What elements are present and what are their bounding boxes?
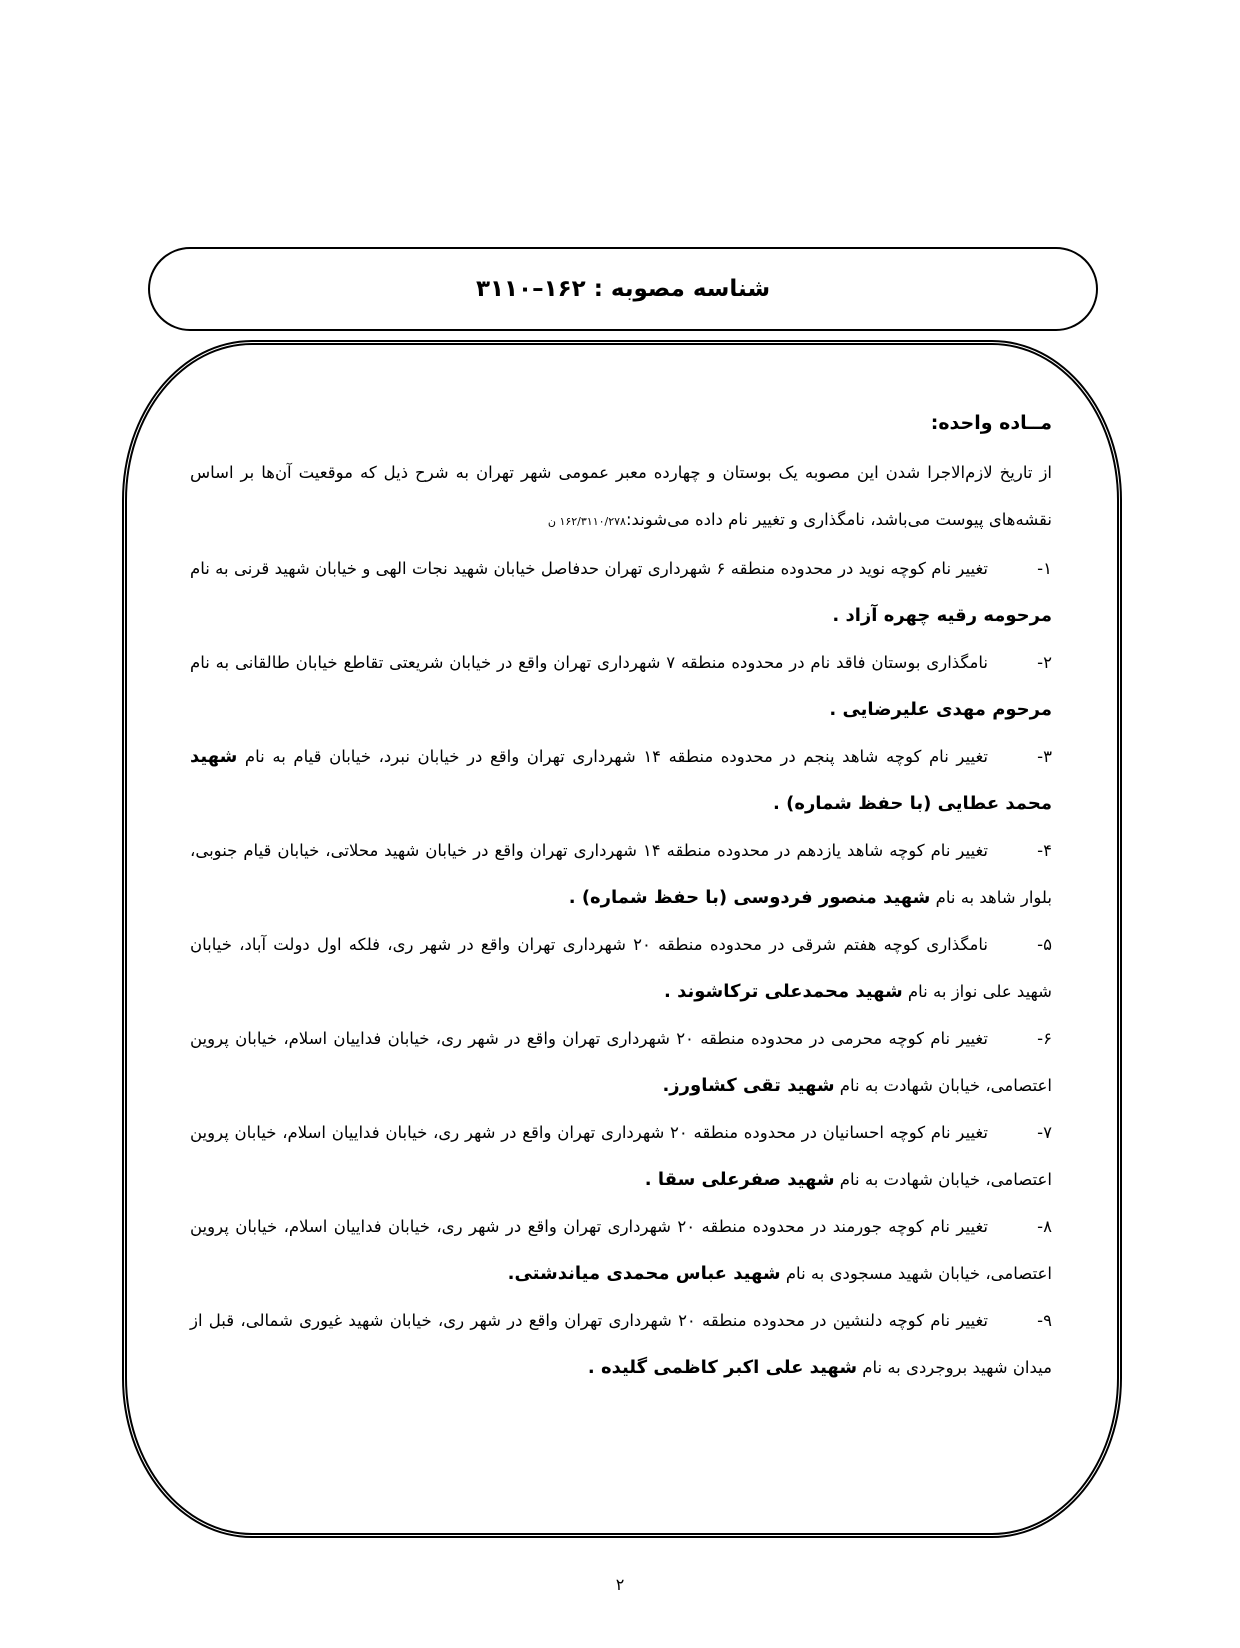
item-new-name: شهید محمدعلی ترکاشوند: [677, 981, 903, 1002]
item-description: تغییر نام کوچه شاهد یازدهم در محدوده منطقه ۱۴ شهرداری تهران واقع در خیابان شهید محلاتی، خیابان قیام جنوبی، بلوار شاهد به نام: [190, 841, 1052, 907]
item-tail: .: [663, 981, 678, 1002]
item-description: تغییر نام کوچه نوید در محدوده منطقه ۶ شهرداری تهران حدفاصل خیابان شهید نجات الهی و خیابان شهید قرنی به نام: [190, 559, 988, 578]
item-tail: .: [772, 793, 787, 814]
item-tail: .: [829, 699, 843, 720]
list-item: [190, 1109, 1052, 1203]
item-number: ۱-: [1037, 559, 1052, 578]
item-number: ۴-: [1037, 841, 1052, 860]
item-tail: .: [832, 605, 846, 626]
item-number: ۵-: [1037, 935, 1052, 954]
item-new-name: شهید عباس محمدی میاندشتی: [514, 1263, 781, 1284]
list-item: [190, 827, 1052, 921]
item-text: [190, 1109, 1052, 1203]
list-item: [190, 733, 1052, 827]
item-number: ۲-: [1037, 653, 1052, 672]
document-body: [190, 400, 1052, 1391]
item-new-name: مرحوم مهدی علیرضایی: [842, 699, 1052, 720]
list-item: [190, 639, 1052, 733]
items-list: [190, 545, 1052, 1391]
item-tail: .: [644, 1169, 658, 1190]
page-title: شناسه مصوبه : ۱۶۲–۳۱۱۰: [475, 276, 771, 302]
item-text: [190, 1015, 1052, 1109]
item-text: [190, 1297, 1052, 1391]
item-description: تغییر نام کوچه شاهد پنجم در محدوده منطقه ۱۴ شهرداری تهران واقع در خیابان نبرد، خیابان قیام به نام: [237, 747, 988, 766]
list-item: [190, 1015, 1052, 1109]
item-new-name: شهید تقی کشاورز: [669, 1075, 835, 1096]
list-item: [190, 921, 1052, 1015]
item-text: [190, 1203, 1052, 1297]
item-new-name: شهید محمد عطایی (با حفظ شماره): [190, 746, 1052, 814]
item-number: ۹-: [1037, 1311, 1052, 1330]
item-description: تغییر نام کوچه جورمند در محدوده منطقه ۲۰ شهرداری تهران واقع در شهر ری، خیابان فداییان اسلام، خیابان پروین اعتصامی، خیابان شهید مسجودی به نام: [190, 1217, 1052, 1283]
item-number: ۳-: [1037, 747, 1052, 766]
item-number: ۷-: [1037, 1123, 1052, 1142]
intro-text: از تاریخ لازم‌الاجرا شدن این مصوبه یک بوستان و چهارده معبر عمومی شهر تهران به شرح ذیل که موقعیت آن‌ها بر اساس نقشه‌های پیوست می‌باشد، نامگذاری و تغییر نام داده می‌شوند:: [190, 463, 1052, 529]
item-text: [190, 639, 1052, 733]
item-description: تغییر نام کوچه محرمی در محدوده منطقه ۲۰ شهرداری تهران واقع در شهر ری، خیابان فداییان اسلام، خیابان پروین اعتصامی، خیابان شهادت به نام: [190, 1029, 1052, 1095]
item-description: نامگذاری کوچه هفتم شرقی در محدوده منطقه ۲۰ شهرداری تهران واقع در شهر ری، فلکه اول دولت آباد، خیابان شهید علی نواز به نام: [190, 935, 1052, 1001]
item-tail: .: [662, 1075, 670, 1096]
list-item: [190, 545, 1052, 639]
list-item: [190, 1297, 1052, 1391]
reference-number: ۱۶۲/۳۱۱۰/۲۷۸ ن: [547, 515, 626, 528]
intro-paragraph: [190, 449, 1052, 545]
item-new-name: شهید علی اکبر کاظمی گلیده: [600, 1357, 858, 1378]
item-tail: .: [568, 887, 582, 908]
item-new-name: شهید صفرعلی سقا: [657, 1169, 835, 1190]
page-number: ۲: [615, 1575, 625, 1594]
item-new-name: شهید منصور فردوسی (با حفظ شماره): [581, 887, 931, 908]
item-description: تغییر نام کوچه احسانیان در محدوده منطقه ۲۰ شهرداری تهران واقع در شهر ری، خیابان فداییان اسلام، خیابان پروین اعتصامی، خیابان شهادت به نام: [190, 1123, 1052, 1189]
item-description: نامگذاری بوستان فاقد نام در محدوده منطقه ۷ شهرداری تهران واقع در خیابان شریعتی تقاطع خیابان طالقانی به نام: [190, 653, 989, 672]
item-tail: .: [507, 1263, 515, 1284]
item-number: ۸-: [1037, 1217, 1052, 1236]
section-title: مــاده واحده:: [930, 412, 1052, 434]
list-item: [190, 1203, 1052, 1297]
header-box: [148, 247, 1098, 331]
item-description: تغییر نام کوچه دلنشین در محدوده منطقه ۲۰ شهرداری تهران واقع در شهر ری، خیابان شهید غیوری شمالی، قبل از میدان شهید بروجردی به نام: [190, 1311, 1052, 1377]
item-number: ۶-: [1037, 1029, 1052, 1048]
item-text: [190, 921, 1052, 1015]
item-new-name: مرحومه رقیه چهره آزاد: [845, 605, 1052, 626]
item-text: [190, 733, 1052, 827]
item-text: [190, 827, 1052, 921]
item-text: [190, 545, 1052, 639]
item-tail: .: [587, 1357, 601, 1378]
